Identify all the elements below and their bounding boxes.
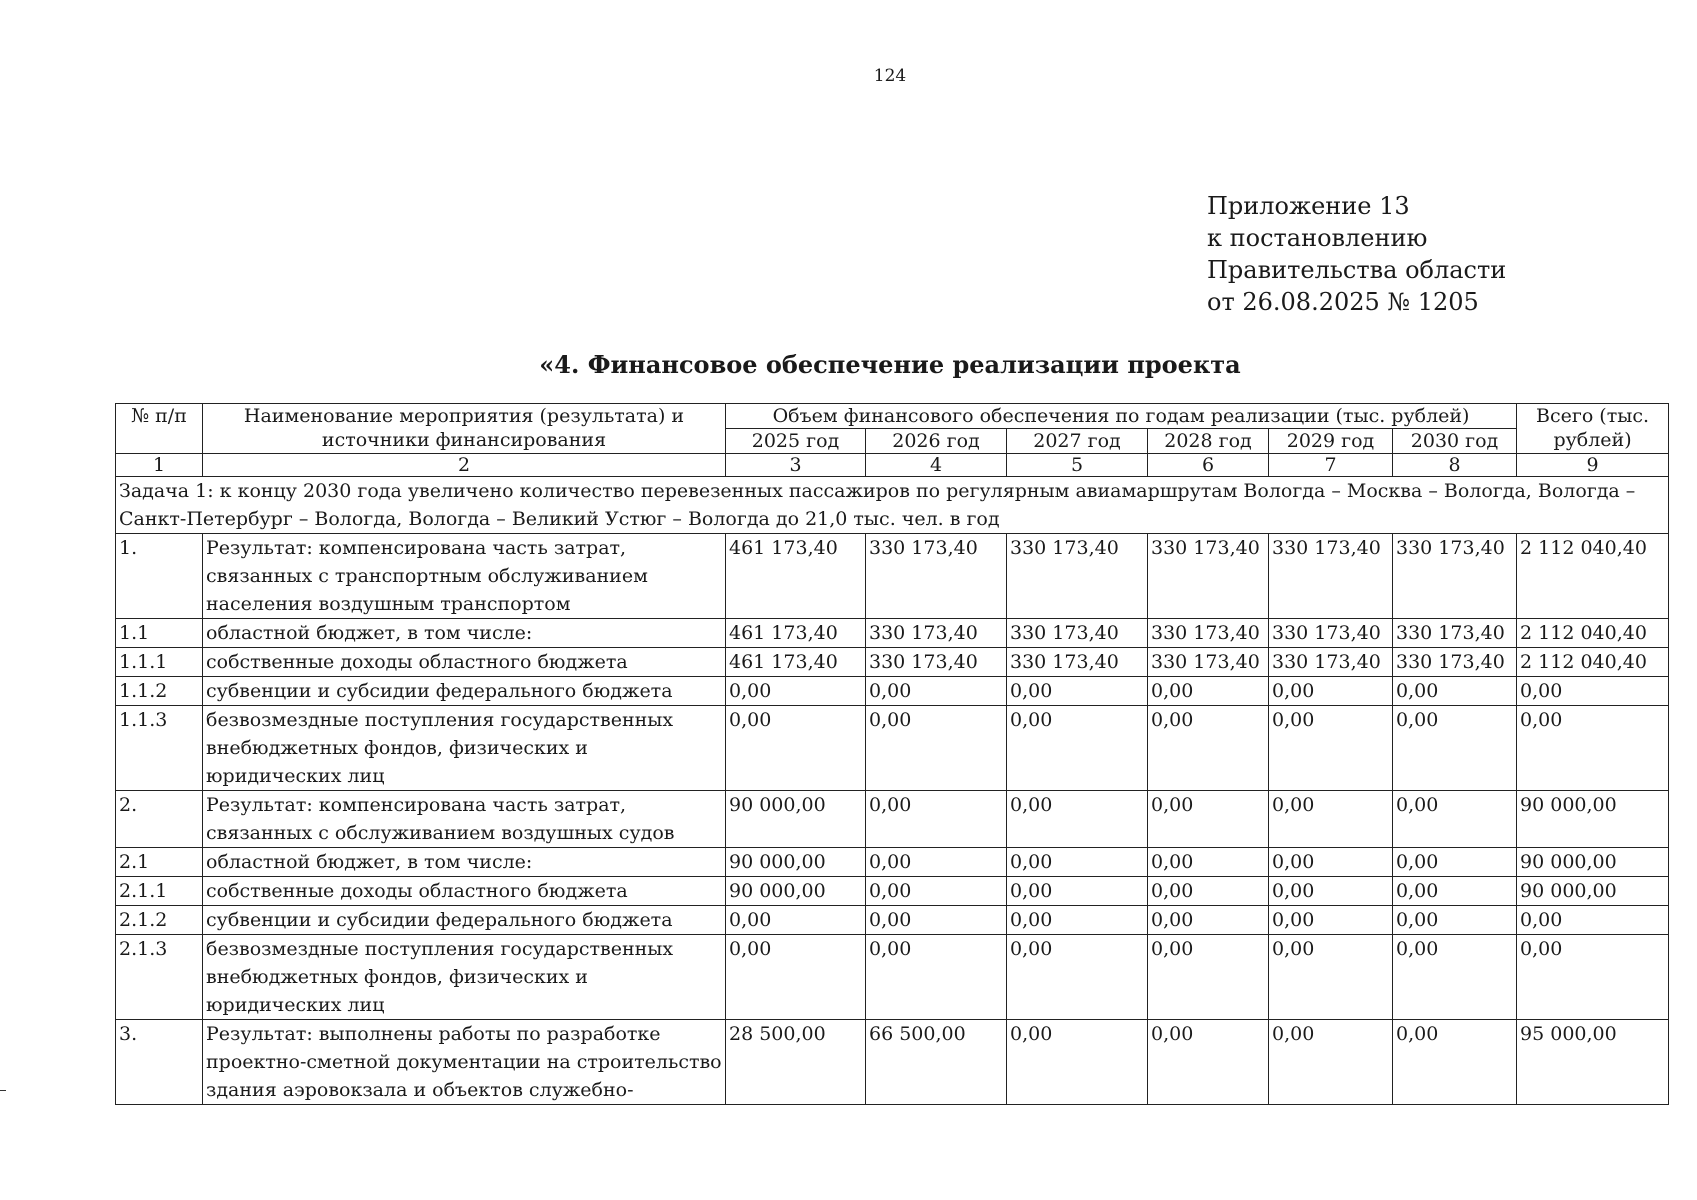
header-name: Наименование мероприятия (результата) и источники финансирования: [203, 404, 726, 454]
value-2029: 330 173,40: [1269, 648, 1393, 677]
value-2028: 330 173,40: [1148, 648, 1269, 677]
column-number: 7: [1269, 454, 1393, 477]
value-2025: 90 000,00: [726, 848, 866, 877]
appendix-line-1: Приложение 13: [1207, 192, 1410, 220]
value-2026: 0,00: [866, 791, 1007, 848]
value-2028: 0,00: [1148, 935, 1269, 1020]
value-total: 0,00: [1517, 935, 1669, 1020]
row-name: областной бюджет, в том числе:: [203, 848, 726, 877]
table-row: [116, 534, 1669, 619]
table-row: [116, 648, 1669, 677]
value-2028: 0,00: [1148, 906, 1269, 935]
financing-table: [115, 403, 1669, 1105]
header-year: 2030 год: [1393, 429, 1517, 454]
table-row: [116, 1020, 1669, 1105]
appendix-line-4: от 26.08.2025 № 1205: [1207, 288, 1479, 316]
value-total: 90 000,00: [1517, 848, 1669, 877]
value-2025: 461 173,40: [726, 619, 866, 648]
value-2029: 330 173,40: [1269, 534, 1393, 619]
value-2027: 330 173,40: [1007, 534, 1148, 619]
value-2026: 330 173,40: [866, 619, 1007, 648]
header-year: 2029 год: [1269, 429, 1393, 454]
header-total: Всего (тыс. рублей): [1517, 404, 1669, 454]
task-description: Задача 1: к концу 2030 года увеличено количество перевезенных пассажиров по регулярным авиамаршрутам Вологда – Москва – Вологда, Вологда – Санкт-Петербург – Вологда, Вологда – Великий Устюг – Вологда до 21,0 тыс. чел. в год: [116, 477, 1669, 534]
value-2026: 0,00: [866, 677, 1007, 706]
row-number: 2.1.1: [116, 877, 203, 906]
value-2029: 0,00: [1269, 1020, 1393, 1105]
value-2025: 28 500,00: [726, 1020, 866, 1105]
row-name: Результат: компенсирована часть затрат, связанных с обслуживанием воздушных судов: [203, 791, 726, 848]
value-2028: 0,00: [1148, 677, 1269, 706]
table-row: [116, 619, 1669, 648]
value-2030: 330 173,40: [1393, 648, 1517, 677]
row-number: 1.1.1: [116, 648, 203, 677]
row-name: Результат: выполнены работы по разработке проектно-сметной документации на строительство здания аэровокзала и объектов служебно-: [203, 1020, 726, 1105]
table-row: [116, 677, 1669, 706]
column-number: 3: [726, 454, 866, 477]
value-2029: 0,00: [1269, 848, 1393, 877]
header-year: 2028 год: [1148, 429, 1269, 454]
value-2025: 0,00: [726, 906, 866, 935]
value-2027: 0,00: [1007, 906, 1148, 935]
column-number: 8: [1393, 454, 1517, 477]
row-number: 1.1.2: [116, 677, 203, 706]
column-number: 1: [116, 454, 203, 477]
value-2030: 0,00: [1393, 1020, 1517, 1105]
appendix-reference: [1207, 190, 1506, 318]
value-2030: 330 173,40: [1393, 619, 1517, 648]
table-row: [116, 906, 1669, 935]
value-total: 90 000,00: [1517, 877, 1669, 906]
row-name: Результат: компенсирована часть затрат, связанных с транспортным обслуживанием населения воздушным транспортом: [203, 534, 726, 619]
table-row: [116, 848, 1669, 877]
value-2027: 0,00: [1007, 791, 1148, 848]
row-name: областной бюджет, в том числе:: [203, 619, 726, 648]
column-number: 5: [1007, 454, 1148, 477]
value-2029: 0,00: [1269, 906, 1393, 935]
value-2029: 0,00: [1269, 791, 1393, 848]
header-year: 2026 год: [866, 429, 1007, 454]
row-name: субвенции и субсидии федерального бюджета: [203, 906, 726, 935]
value-2025: 0,00: [726, 935, 866, 1020]
value-2028: 0,00: [1148, 791, 1269, 848]
value-2025: 90 000,00: [726, 877, 866, 906]
value-2029: 0,00: [1269, 877, 1393, 906]
row-name: безвозмездные поступления государственных внебюджетных фондов, физических и юридических лиц: [203, 935, 726, 1020]
row-number: 1.1: [116, 619, 203, 648]
value-2027: 0,00: [1007, 935, 1148, 1020]
table-row: [116, 706, 1669, 791]
value-2030: 0,00: [1393, 848, 1517, 877]
value-2025: 90 000,00: [726, 791, 866, 848]
page-number: 124: [873, 66, 907, 86]
value-total: 2 112 040,40: [1517, 619, 1669, 648]
table-row: [116, 935, 1669, 1020]
value-2026: 0,00: [866, 935, 1007, 1020]
column-number: 2: [203, 454, 726, 477]
value-2026: 0,00: [866, 848, 1007, 877]
value-2029: 0,00: [1269, 706, 1393, 791]
value-2026: 0,00: [866, 706, 1007, 791]
value-2028: 0,00: [1148, 1020, 1269, 1105]
header-no: № п/п: [116, 404, 203, 454]
row-number: 1.1.3: [116, 706, 203, 791]
row-name: субвенции и субсидии федерального бюджета: [203, 677, 726, 706]
value-2027: 0,00: [1007, 677, 1148, 706]
value-2027: 0,00: [1007, 1020, 1148, 1105]
value-2028: 0,00: [1148, 877, 1269, 906]
value-2028: 330 173,40: [1148, 619, 1269, 648]
appendix-line-2: к постановлению: [1207, 224, 1428, 252]
value-2028: 330 173,40: [1148, 534, 1269, 619]
value-2030: 0,00: [1393, 877, 1517, 906]
value-2030: 0,00: [1393, 906, 1517, 935]
task-row: [116, 477, 1669, 534]
row-number: 2.: [116, 791, 203, 848]
row-number: 1.: [116, 534, 203, 619]
value-total: 0,00: [1517, 906, 1669, 935]
appendix-line-3: Правительства области: [1207, 256, 1507, 284]
margin-mark: [0, 1090, 6, 1091]
value-2030: 0,00: [1393, 791, 1517, 848]
value-2025: 0,00: [726, 706, 866, 791]
column-number: 9: [1517, 454, 1669, 477]
value-2027: 330 173,40: [1007, 648, 1148, 677]
value-2025: 461 173,40: [726, 534, 866, 619]
value-2026: 0,00: [866, 906, 1007, 935]
value-total: 90 000,00: [1517, 791, 1669, 848]
header-year: 2027 год: [1007, 429, 1148, 454]
column-number: 4: [866, 454, 1007, 477]
header-year: 2025 год: [726, 429, 866, 454]
value-2025: 461 173,40: [726, 648, 866, 677]
row-name: собственные доходы областного бюджета: [203, 877, 726, 906]
value-total: 2 112 040,40: [1517, 648, 1669, 677]
header-row-1: [116, 404, 1669, 429]
value-2030: 0,00: [1393, 935, 1517, 1020]
table-row: [116, 791, 1669, 848]
value-2027: 0,00: [1007, 848, 1148, 877]
value-total: 0,00: [1517, 706, 1669, 791]
value-2030: 0,00: [1393, 677, 1517, 706]
value-2026: 330 173,40: [866, 534, 1007, 619]
value-2026: 0,00: [866, 877, 1007, 906]
value-2030: 330 173,40: [1393, 534, 1517, 619]
value-2025: 0,00: [726, 677, 866, 706]
value-2029: 330 173,40: [1269, 619, 1393, 648]
value-2029: 0,00: [1269, 935, 1393, 1020]
row-number: 2.1.2: [116, 906, 203, 935]
value-2030: 0,00: [1393, 706, 1517, 791]
value-total: 0,00: [1517, 677, 1669, 706]
value-2028: 0,00: [1148, 706, 1269, 791]
value-2026: 66 500,00: [866, 1020, 1007, 1105]
value-2027: 330 173,40: [1007, 619, 1148, 648]
row-number: 2.1: [116, 848, 203, 877]
value-2026: 330 173,40: [866, 648, 1007, 677]
value-2027: 0,00: [1007, 877, 1148, 906]
table-row: [116, 877, 1669, 906]
row-number: 2.1.3: [116, 935, 203, 1020]
row-name: собственные доходы областного бюджета: [203, 648, 726, 677]
value-2029: 0,00: [1269, 677, 1393, 706]
column-number: 6: [1148, 454, 1269, 477]
section-title: «4. Финансовое обеспечение реализации проекта: [539, 350, 1241, 379]
row-number: 3.: [116, 1020, 203, 1105]
value-total: 2 112 040,40: [1517, 534, 1669, 619]
value-2027: 0,00: [1007, 706, 1148, 791]
header-volume: Объем финансового обеспечения по годам реализации (тыс. рублей): [726, 404, 1517, 429]
row-name: безвозмездные поступления государственных внебюджетных фондов, физических и юридических лиц: [203, 706, 726, 791]
column-number-row: [116, 454, 1669, 477]
value-total: 95 000,00: [1517, 1020, 1669, 1105]
value-2028: 0,00: [1148, 848, 1269, 877]
